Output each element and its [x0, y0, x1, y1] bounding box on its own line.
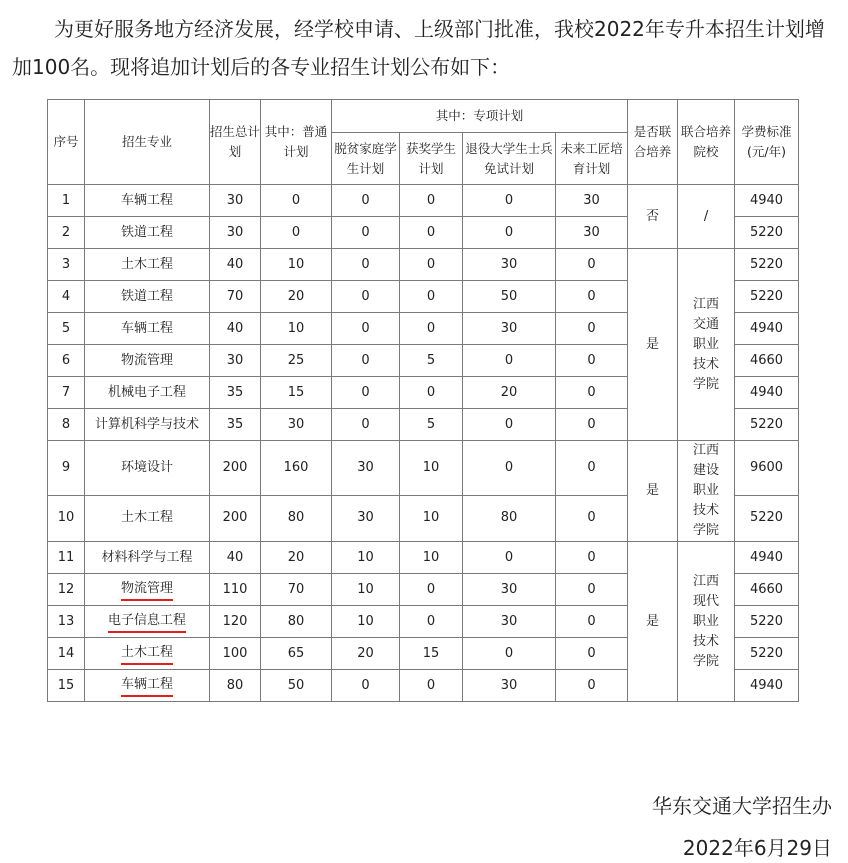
cell-award: 0 — [400, 606, 463, 638]
cell-veteran: 0 — [463, 441, 556, 496]
header-veteran: 退役大学生士兵免试计划 — [463, 133, 556, 185]
cell-college: / — [678, 185, 735, 249]
cell-joint: 是 — [628, 441, 678, 542]
cell-fee: 4660 — [735, 345, 799, 377]
cell-fee: 5220 — [735, 495, 799, 541]
cell-major: 环境设计 — [85, 441, 210, 496]
cell-veteran: 0 — [463, 638, 556, 670]
cell-college: 江西现代职业技术学院 — [678, 542, 735, 702]
header-total: 招生总计划 — [210, 100, 261, 185]
cell-artisan: 30 — [556, 217, 628, 249]
cell-artisan: 0 — [556, 377, 628, 409]
cell-no: 15 — [48, 670, 85, 702]
cell-veteran: 20 — [463, 377, 556, 409]
cell-award: 0 — [400, 249, 463, 281]
cell-no: 13 — [48, 606, 85, 638]
cell-major — [85, 638, 210, 670]
cell-major — [85, 670, 210, 702]
cell-general: 30 — [261, 409, 332, 441]
table-row — [48, 542, 799, 574]
cell-award: 10 — [400, 495, 463, 541]
cell-veteran: 30 — [463, 670, 556, 702]
cell-poverty: 0 — [332, 377, 400, 409]
cell-major: 铁道工程 — [85, 281, 210, 313]
header-joint: 是否联合培养 — [628, 100, 678, 185]
cell-no: 10 — [48, 495, 85, 541]
cell-fee: 5220 — [735, 409, 799, 441]
cell-poverty: 10 — [332, 542, 400, 574]
cell-award: 0 — [400, 670, 463, 702]
cell-fee: 4940 — [735, 185, 799, 217]
cell-total: 40 — [210, 313, 261, 345]
cell-general: 0 — [261, 217, 332, 249]
cell-no: 6 — [48, 345, 85, 377]
cell-no: 3 — [48, 249, 85, 281]
cell-total: 200 — [210, 441, 261, 496]
cell-total: 30 — [210, 217, 261, 249]
cell-artisan: 0 — [556, 345, 628, 377]
cell-major: 铁道工程 — [85, 217, 210, 249]
cell-major: 物流管理 — [85, 345, 210, 377]
cell-no: 4 — [48, 281, 85, 313]
cell-veteran: 30 — [463, 249, 556, 281]
cell-poverty: 30 — [332, 495, 400, 541]
cell-poverty: 0 — [332, 185, 400, 217]
cell-award: 10 — [400, 441, 463, 496]
cell-artisan: 0 — [556, 542, 628, 574]
cell-fee: 4940 — [735, 377, 799, 409]
cell-general: 0 — [261, 185, 332, 217]
cell-artisan: 0 — [556, 670, 628, 702]
cell-poverty: 0 — [332, 281, 400, 313]
cell-college: 江西交通职业技术学院 — [678, 249, 735, 441]
cell-general: 20 — [261, 542, 332, 574]
cell-poverty: 0 — [332, 409, 400, 441]
cell-award: 0 — [400, 377, 463, 409]
cell-total: 80 — [210, 670, 261, 702]
cell-veteran: 30 — [463, 606, 556, 638]
cell-no: 5 — [48, 313, 85, 345]
cell-total: 110 — [210, 574, 261, 606]
cell-veteran: 0 — [463, 185, 556, 217]
table-header — [48, 100, 799, 185]
cell-major — [85, 606, 210, 638]
cell-fee: 5220 — [735, 606, 799, 638]
header-award: 获奖学生计划 — [400, 133, 463, 185]
cell-general: 160 — [261, 441, 332, 496]
intro-paragraph: 为更好服务地方经济发展，经学校申请、上级部门批准，我校2022年专升本招生计划增加100名。现将追加计划后的各专业招生计划公布如下： — [12, 17, 825, 79]
cell-no: 7 — [48, 377, 85, 409]
table-row — [48, 249, 799, 281]
header-poverty: 脱贫家庭学生计划 — [332, 133, 400, 185]
cell-total: 35 — [210, 377, 261, 409]
cell-artisan: 0 — [556, 574, 628, 606]
major-name: 物流管理 — [121, 579, 173, 601]
cell-poverty: 0 — [332, 345, 400, 377]
cell-artisan: 0 — [556, 249, 628, 281]
cell-major: 土木工程 — [85, 495, 210, 541]
cell-fee: 5220 — [735, 638, 799, 670]
cell-award: 0 — [400, 217, 463, 249]
cell-major: 计算机科学与技术 — [85, 409, 210, 441]
cell-award: 0 — [400, 313, 463, 345]
cell-award: 5 — [400, 345, 463, 377]
cell-veteran: 0 — [463, 542, 556, 574]
cell-college: 江西建设职业技术学院 — [678, 441, 735, 542]
cell-fee: 4940 — [735, 670, 799, 702]
cell-no: 8 — [48, 409, 85, 441]
header-college: 联合培养院校 — [678, 100, 735, 185]
cell-veteran: 50 — [463, 281, 556, 313]
cell-general: 80 — [261, 606, 332, 638]
enrollment-plan-table — [47, 99, 799, 702]
cell-poverty: 30 — [332, 441, 400, 496]
cell-award: 0 — [400, 574, 463, 606]
header-special-group: 其中：专项计划 — [332, 100, 628, 133]
cell-joint: 是 — [628, 249, 678, 441]
cell-artisan: 30 — [556, 185, 628, 217]
cell-fee: 9600 — [735, 441, 799, 496]
cell-poverty: 0 — [332, 217, 400, 249]
cell-fee: 5220 — [735, 249, 799, 281]
cell-no: 1 — [48, 185, 85, 217]
cell-award: 15 — [400, 638, 463, 670]
cell-poverty: 0 — [332, 313, 400, 345]
cell-veteran: 30 — [463, 574, 556, 606]
cell-artisan: 0 — [556, 313, 628, 345]
cell-general: 80 — [261, 495, 332, 541]
cell-artisan: 0 — [556, 495, 628, 541]
cell-general: 25 — [261, 345, 332, 377]
table-row — [48, 185, 799, 217]
cell-award: 5 — [400, 409, 463, 441]
cell-veteran: 0 — [463, 409, 556, 441]
cell-veteran: 80 — [463, 495, 556, 541]
cell-award: 10 — [400, 542, 463, 574]
cell-fee: 5220 — [735, 281, 799, 313]
cell-poverty: 10 — [332, 574, 400, 606]
cell-major: 土木工程 — [85, 249, 210, 281]
cell-award: 0 — [400, 281, 463, 313]
cell-total: 40 — [210, 249, 261, 281]
cell-total: 40 — [210, 542, 261, 574]
cell-poverty: 0 — [332, 670, 400, 702]
header-general: 其中：普通计划 — [261, 100, 332, 185]
cell-veteran: 30 — [463, 313, 556, 345]
cell-joint: 否 — [628, 185, 678, 249]
cell-total: 30 — [210, 185, 261, 217]
header-major: 招生专业 — [85, 100, 210, 185]
cell-major: 车辆工程 — [85, 185, 210, 217]
cell-artisan: 0 — [556, 281, 628, 313]
cell-artisan: 0 — [556, 409, 628, 441]
cell-general: 70 — [261, 574, 332, 606]
cell-veteran: 0 — [463, 217, 556, 249]
header-artisan: 未来工匠培育计划 — [556, 133, 628, 185]
cell-total: 35 — [210, 409, 261, 441]
table-row — [48, 441, 799, 496]
cell-joint: 是 — [628, 542, 678, 702]
cell-general: 20 — [261, 281, 332, 313]
cell-fee: 4940 — [735, 313, 799, 345]
cell-award: 0 — [400, 185, 463, 217]
cell-fee: 5220 — [735, 217, 799, 249]
major-name: 电子信息工程 — [108, 611, 186, 633]
major-name: 车辆工程 — [121, 675, 173, 697]
cell-total: 200 — [210, 495, 261, 541]
cell-no: 9 — [48, 441, 85, 496]
cell-general: 15 — [261, 377, 332, 409]
cell-veteran: 0 — [463, 345, 556, 377]
major-name: 土木工程 — [121, 643, 173, 665]
cell-poverty: 0 — [332, 249, 400, 281]
cell-major: 车辆工程 — [85, 313, 210, 345]
footer-date: 2022年6月29日 — [682, 836, 832, 860]
cell-major: 材料科学与工程 — [85, 542, 210, 574]
cell-no: 2 — [48, 217, 85, 249]
cell-poverty: 20 — [332, 638, 400, 670]
cell-no: 12 — [48, 574, 85, 606]
cell-major: 机械电子工程 — [85, 377, 210, 409]
cell-general: 10 — [261, 249, 332, 281]
cell-total: 70 — [210, 281, 261, 313]
cell-no: 14 — [48, 638, 85, 670]
header-no: 序号 — [48, 100, 85, 185]
cell-total: 30 — [210, 345, 261, 377]
cell-fee: 4940 — [735, 542, 799, 574]
cell-artisan: 0 — [556, 638, 628, 670]
header-fee: 学费标准(元/年) — [735, 100, 799, 185]
cell-major — [85, 574, 210, 606]
cell-general: 50 — [261, 670, 332, 702]
cell-general: 10 — [261, 313, 332, 345]
cell-no: 11 — [48, 542, 85, 574]
cell-total: 120 — [210, 606, 261, 638]
footer-org: 华东交通大学招生办 — [652, 794, 832, 818]
cell-artisan: 0 — [556, 441, 628, 496]
cell-general: 65 — [261, 638, 332, 670]
table-body — [48, 185, 799, 702]
cell-total: 100 — [210, 638, 261, 670]
cell-artisan: 0 — [556, 606, 628, 638]
cell-fee: 4660 — [735, 574, 799, 606]
cell-poverty: 10 — [332, 606, 400, 638]
